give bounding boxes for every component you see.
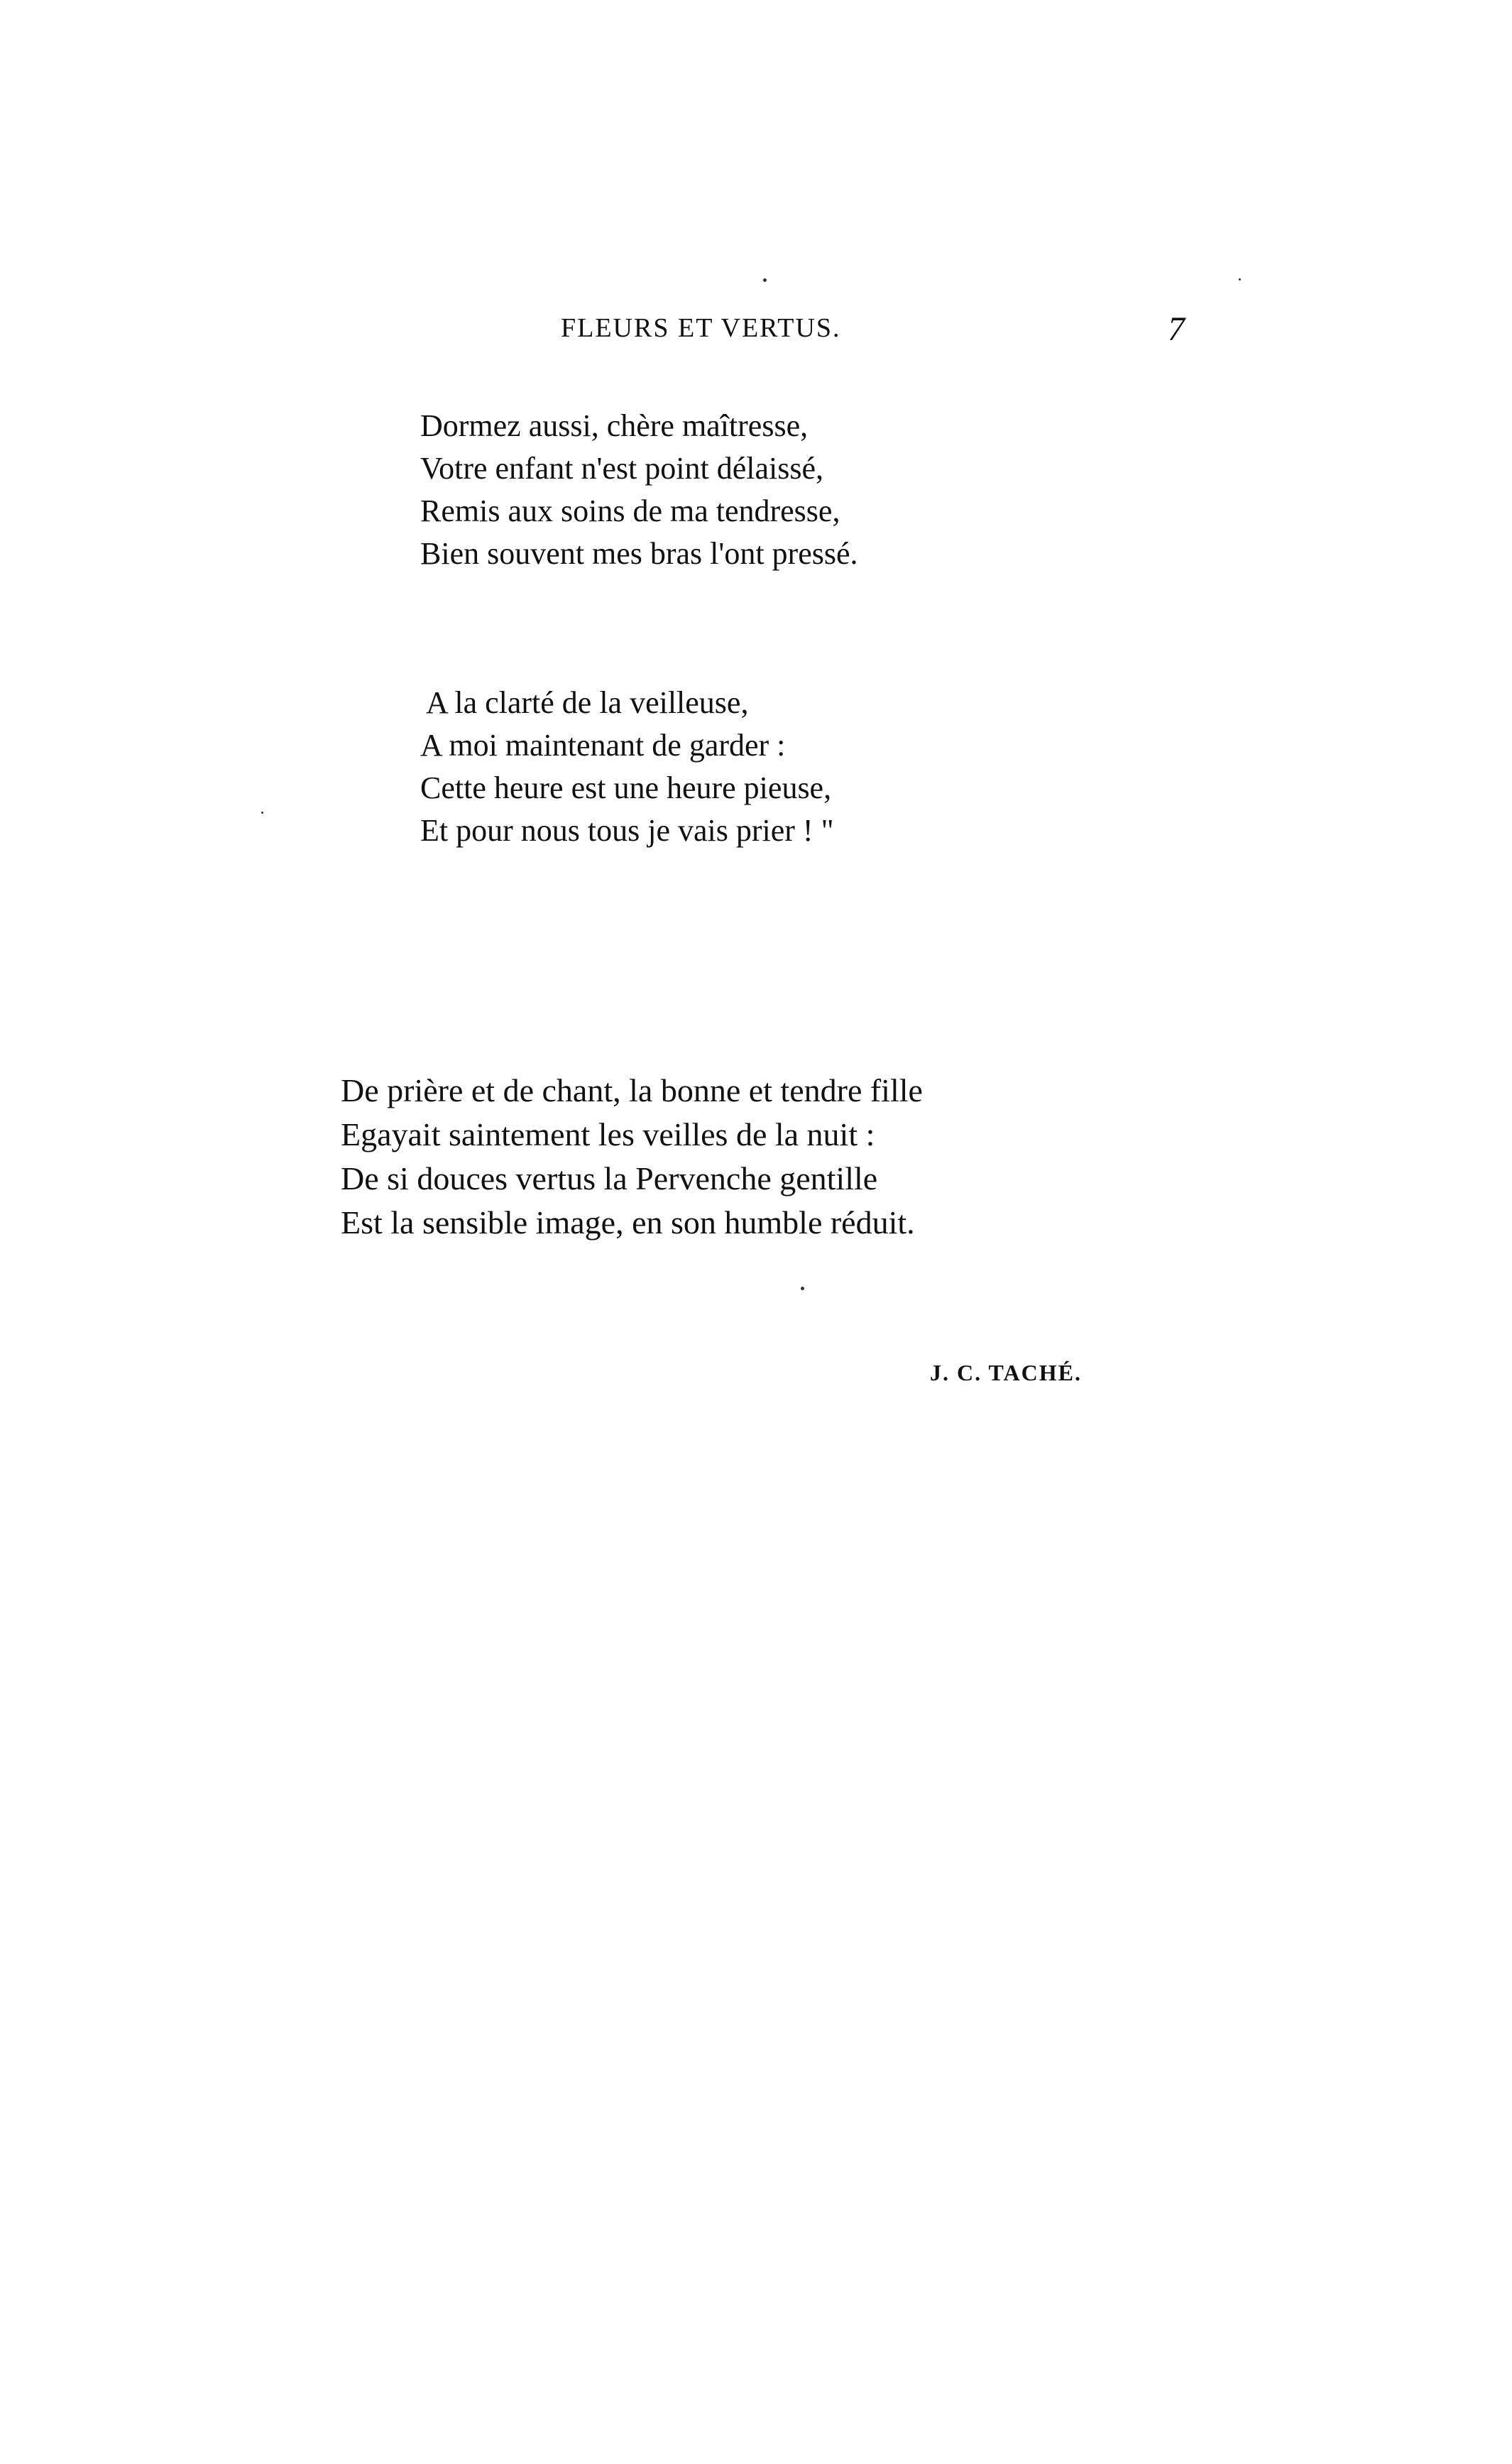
verse-line: Cette heure est une heure pieuse, xyxy=(420,770,832,805)
running-title: FLEURS ET VERTUS. xyxy=(561,313,841,343)
print-speck xyxy=(261,812,263,814)
stanza-1 xyxy=(420,405,858,575)
print-speck xyxy=(763,278,767,282)
verse-line: De si douces vertus la Pervenche gentille xyxy=(341,1160,878,1196)
running-head xyxy=(0,312,1512,355)
verse-line: Remis aux soins de ma tendresse, xyxy=(420,494,840,528)
stanza-2 xyxy=(420,682,834,852)
verse-line: Dormez aussi, chère maîtresse, xyxy=(420,408,809,443)
verse-line: Bien souvent mes bras l'ont pressé. xyxy=(420,536,858,571)
print-speck xyxy=(1239,278,1241,280)
stanza-3 xyxy=(341,1069,923,1245)
verse-line: A la clarté de la veilleuse, xyxy=(426,685,749,720)
print-speck xyxy=(801,1287,804,1290)
verse-line: Votre enfant n'est point délaissé, xyxy=(420,451,823,486)
page-number: 7 xyxy=(1168,310,1185,348)
verse-line: Et pour nous tous je vais prier ! " xyxy=(420,813,834,848)
author-signature: J. C. TACHÉ. xyxy=(930,1360,1082,1385)
verse-line: Egayait saintement les veilles de la nuit : xyxy=(341,1116,875,1152)
verse-line: A moi maintenant de garder : xyxy=(420,728,786,763)
verse-line: Est la sensible image, en son humble réduit. xyxy=(341,1204,915,1241)
verse-line: De prière et de chant, la bonne et tendre fille xyxy=(341,1072,923,1108)
